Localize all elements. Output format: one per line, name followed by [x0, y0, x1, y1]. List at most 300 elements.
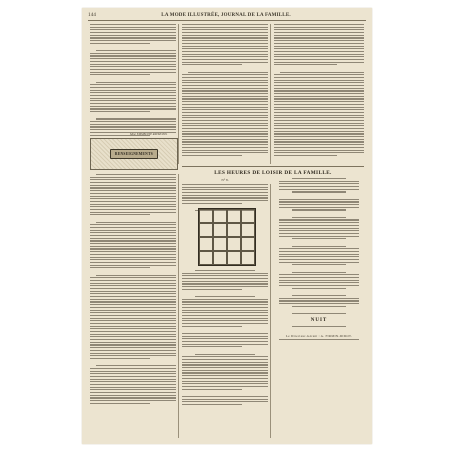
text-line — [279, 254, 358, 255]
text-line — [90, 387, 176, 388]
text-line — [182, 133, 268, 134]
text-line — [90, 106, 176, 107]
text-line — [195, 354, 255, 355]
text-line — [90, 108, 176, 109]
text-line — [90, 397, 176, 398]
text-line — [90, 328, 176, 329]
paragraph-gap — [90, 361, 176, 364]
header-rule — [88, 20, 366, 21]
text-line — [90, 326, 176, 327]
text-line — [182, 356, 268, 357]
text-line — [90, 27, 176, 28]
text-line — [292, 313, 346, 314]
text-line — [279, 251, 358, 252]
text-line — [280, 72, 364, 73]
text-line — [90, 224, 176, 225]
text-line — [90, 381, 176, 382]
text-line — [182, 273, 268, 274]
grid-cell — [213, 209, 227, 223]
text-line — [182, 136, 268, 137]
paragraph-gap — [90, 217, 176, 220]
text-line — [90, 312, 176, 313]
text-line — [90, 214, 150, 215]
text-line — [90, 230, 176, 231]
text-line — [90, 179, 176, 180]
text-line — [182, 341, 268, 342]
text-line — [90, 66, 176, 67]
text-line — [274, 74, 364, 75]
text-line — [90, 373, 176, 374]
text-line — [90, 344, 176, 345]
text-line — [279, 339, 358, 340]
text-line — [274, 117, 364, 118]
text-line — [90, 185, 176, 186]
text-line — [292, 295, 346, 296]
grid-cell — [227, 209, 241, 223]
puzzle-clues-text — [182, 270, 268, 405]
column-1-text — [90, 24, 176, 136]
text-line — [182, 310, 268, 311]
grid-cell — [227, 223, 241, 237]
text-line — [90, 280, 176, 281]
text-line — [274, 133, 364, 134]
text-line — [90, 55, 176, 56]
text-line — [90, 318, 176, 319]
text-line — [279, 230, 358, 231]
page-header — [88, 11, 366, 19]
grid-cell — [227, 251, 241, 265]
solution-column — [274, 178, 364, 340]
text-line — [90, 87, 176, 88]
text-line — [182, 144, 268, 145]
text-line — [182, 46, 268, 47]
puzzle-number: N° 8. — [221, 178, 229, 182]
text-line — [90, 371, 176, 372]
text-line — [182, 197, 268, 198]
text-line — [90, 342, 176, 343]
text-line — [182, 346, 242, 347]
text-line — [274, 80, 364, 81]
text-line — [90, 288, 176, 289]
text-line — [274, 35, 364, 36]
text-line — [279, 248, 358, 249]
text-line — [90, 129, 176, 130]
text-line — [182, 378, 268, 379]
text-line — [182, 187, 268, 188]
text-line — [274, 139, 364, 140]
text-line — [274, 29, 364, 30]
text-line — [274, 128, 364, 129]
text-line — [182, 120, 268, 121]
text-line — [96, 174, 176, 175]
text-line — [279, 201, 358, 202]
text-line — [182, 312, 268, 313]
text-line — [274, 93, 364, 94]
text-line — [90, 235, 176, 236]
text-line — [182, 396, 268, 397]
text-line — [182, 82, 268, 83]
text-line — [274, 32, 364, 33]
text-line — [274, 85, 364, 86]
text-line — [90, 347, 176, 348]
text-line — [182, 48, 268, 49]
text-line — [96, 222, 176, 223]
text-line — [279, 262, 358, 263]
text-line — [90, 103, 176, 104]
text-line — [90, 190, 176, 191]
text-line — [90, 72, 176, 73]
text-line — [292, 326, 346, 327]
text-line — [182, 315, 268, 316]
text-line — [90, 353, 176, 354]
text-line — [279, 225, 358, 226]
text-line — [182, 389, 242, 390]
text-line — [182, 115, 268, 116]
text-line — [182, 117, 268, 118]
text-line — [182, 88, 268, 89]
text-line — [90, 212, 176, 213]
text-line — [90, 246, 176, 247]
text-line — [182, 184, 268, 185]
text-line — [90, 248, 176, 249]
banner-label: RENSEIGNEMENTS — [110, 149, 158, 159]
text-line — [274, 147, 364, 148]
text-line — [274, 54, 364, 55]
text-line — [188, 72, 268, 73]
text-line — [90, 296, 176, 297]
text-line — [90, 400, 176, 401]
text-line — [90, 196, 176, 197]
text-line — [182, 40, 268, 41]
text-line — [292, 306, 346, 307]
text-line — [274, 96, 364, 97]
puzzle-grid — [198, 208, 256, 266]
text-line — [90, 320, 176, 321]
text-line — [90, 259, 176, 260]
illustrated-banner — [90, 138, 178, 170]
text-line — [279, 233, 358, 234]
text-line — [182, 80, 268, 81]
text-line — [182, 131, 268, 132]
text-line — [182, 370, 268, 371]
text-line — [182, 386, 268, 387]
text-line — [90, 53, 176, 54]
text-line — [274, 109, 364, 110]
text-line — [274, 43, 364, 44]
text-line — [182, 51, 268, 52]
text-line — [182, 275, 268, 276]
text-line — [90, 301, 176, 302]
text-line — [182, 381, 268, 382]
text-line — [90, 37, 176, 38]
text-line — [279, 228, 358, 229]
publisher-signature: Le Directeur-Gérant : A. FIRMIN-DIDOT. — [285, 333, 353, 338]
text-line — [182, 109, 268, 110]
text-line — [182, 77, 268, 78]
text-line — [274, 125, 364, 126]
text-line — [274, 59, 364, 60]
text-line — [182, 367, 268, 368]
text-line — [182, 307, 268, 308]
text-line — [90, 285, 176, 286]
text-line — [279, 199, 358, 200]
text-line — [182, 59, 268, 60]
text-line — [90, 43, 150, 44]
text-line — [182, 74, 268, 75]
text-line — [182, 333, 268, 334]
text-line — [279, 280, 358, 281]
text-line — [90, 310, 176, 311]
text-line — [274, 46, 364, 47]
text-line — [90, 238, 176, 239]
text-line — [182, 141, 268, 142]
text-line — [90, 58, 176, 59]
text-line — [274, 136, 364, 137]
text-line — [182, 336, 268, 337]
grid-cell — [213, 251, 227, 265]
text-line — [90, 35, 176, 36]
text-line — [90, 384, 176, 385]
text-line — [274, 56, 364, 57]
text-line — [96, 118, 176, 119]
text-line — [90, 283, 176, 284]
column-2-text — [182, 24, 268, 156]
text-line — [182, 401, 268, 402]
text-line — [90, 98, 176, 99]
text-line — [279, 277, 358, 278]
text-line — [90, 339, 176, 340]
text-line — [90, 84, 176, 85]
text-line — [182, 195, 268, 196]
text-line — [90, 265, 176, 266]
text-line — [195, 296, 255, 297]
text-line — [182, 35, 268, 36]
text-line — [292, 246, 346, 247]
text-line — [90, 111, 150, 112]
text-line — [182, 85, 268, 86]
text-line — [274, 77, 364, 78]
column-1-lower-text — [90, 174, 176, 404]
text-line — [90, 193, 176, 194]
section-rule — [182, 166, 364, 167]
text-line — [279, 256, 358, 257]
text-line — [182, 125, 268, 126]
text-line — [90, 257, 176, 258]
text-line — [96, 365, 176, 366]
text-line — [182, 289, 242, 290]
paragraph-gap — [90, 114, 176, 117]
text-line — [274, 120, 364, 121]
grid-cell — [213, 223, 227, 237]
solution-answer: NUIT — [310, 317, 328, 323]
text-line — [182, 281, 268, 282]
column-divider — [270, 24, 271, 164]
text-line — [90, 254, 176, 255]
text-line — [90, 24, 176, 25]
text-line — [182, 192, 268, 193]
text-line — [90, 389, 176, 390]
text-line — [90, 299, 176, 300]
text-line — [182, 101, 268, 102]
text-line — [279, 222, 358, 223]
text-line — [90, 32, 176, 33]
text-line — [182, 150, 268, 151]
text-line — [182, 399, 268, 400]
text-line — [274, 152, 364, 153]
text-line — [182, 107, 268, 108]
paragraph-gap — [274, 67, 364, 70]
text-line — [279, 219, 358, 220]
paragraph-gap — [90, 77, 176, 80]
text-line — [182, 104, 268, 105]
text-line — [279, 300, 358, 301]
text-line — [90, 100, 176, 101]
text-line — [182, 318, 268, 319]
text-line — [90, 177, 176, 178]
column-3-text — [274, 24, 364, 156]
text-line — [90, 331, 176, 332]
text-line — [274, 107, 364, 108]
text-line — [182, 96, 268, 97]
paragraph-gap — [182, 292, 268, 295]
text-line — [274, 144, 364, 145]
text-line — [274, 48, 364, 49]
text-line — [274, 64, 337, 65]
text-line — [182, 286, 268, 287]
text-line — [274, 123, 364, 124]
grid-cell — [213, 237, 227, 251]
text-line — [90, 198, 176, 199]
text-line — [182, 299, 268, 300]
text-line — [182, 64, 242, 65]
text-line — [182, 200, 268, 201]
text-line — [90, 124, 176, 125]
text-line — [90, 358, 150, 359]
text-line — [90, 291, 176, 292]
grid-cell — [227, 237, 241, 251]
text-line — [292, 178, 346, 179]
text-line — [182, 139, 268, 140]
text-line — [90, 29, 176, 30]
text-line — [90, 64, 176, 65]
text-line — [274, 27, 364, 28]
text-line — [292, 288, 346, 289]
text-line — [90, 232, 176, 233]
text-line — [182, 323, 268, 324]
text-line — [182, 43, 268, 44]
text-line — [90, 201, 176, 202]
text-line — [182, 32, 268, 33]
text-line — [274, 90, 364, 91]
text-line — [90, 90, 176, 91]
text-line — [279, 183, 358, 184]
paragraph-gap — [90, 270, 176, 273]
text-line — [90, 336, 176, 337]
column-divider — [270, 184, 271, 438]
text-line — [274, 98, 364, 99]
text-line — [182, 301, 268, 302]
text-line — [182, 278, 268, 279]
text-line — [274, 150, 364, 151]
grid-cell — [241, 237, 255, 251]
paragraph-gap — [182, 391, 268, 394]
text-line — [96, 275, 176, 276]
text-line — [90, 204, 176, 205]
text-line — [90, 240, 176, 241]
text-line — [274, 82, 364, 83]
text-line — [274, 141, 364, 142]
text-line — [182, 362, 268, 363]
text-line — [90, 267, 150, 268]
text-line — [279, 186, 358, 187]
text-line — [90, 277, 176, 278]
text-line — [292, 238, 346, 239]
text-line — [182, 344, 268, 345]
grid-cell — [241, 251, 255, 265]
text-line — [182, 27, 268, 28]
paragraph-gap — [90, 46, 176, 49]
text-line — [182, 54, 268, 55]
text-line — [274, 51, 364, 52]
text-line — [182, 383, 268, 384]
text-line — [182, 56, 268, 57]
text-line — [182, 320, 268, 321]
text-line — [90, 187, 176, 188]
text-line — [96, 50, 176, 51]
text-line — [90, 293, 176, 294]
text-line — [292, 264, 346, 265]
grid-cell — [199, 223, 213, 237]
grid-cell — [199, 209, 213, 223]
text-line — [279, 259, 358, 260]
text-line — [90, 262, 176, 263]
text-line — [182, 372, 268, 373]
text-line — [90, 323, 176, 324]
text-line — [90, 126, 176, 127]
text-line — [182, 123, 268, 124]
text-line — [182, 364, 268, 365]
column-divider — [178, 174, 179, 438]
text-line — [90, 95, 176, 96]
running-title: LA MODE ILLUSTRÉE, JOURNAL DE LA FAMILLE. — [161, 12, 291, 18]
text-line — [90, 243, 176, 244]
text-line — [279, 189, 358, 190]
text-line — [90, 350, 176, 351]
text-line — [292, 272, 346, 273]
text-line — [274, 37, 364, 38]
text-line — [90, 227, 176, 228]
article-signature: Mme EMMELINE RAYMOND. — [130, 132, 168, 136]
text-line — [90, 355, 176, 356]
text-line — [182, 326, 242, 327]
text-line — [182, 375, 268, 376]
text-line — [90, 182, 176, 183]
newspaper-page — [82, 8, 372, 444]
text-line — [279, 298, 358, 299]
text-line — [292, 191, 346, 192]
text-line — [274, 24, 364, 25]
text-line — [182, 283, 268, 284]
text-line — [182, 93, 268, 94]
text-line — [292, 217, 346, 218]
text-line — [182, 128, 268, 129]
text-line — [182, 155, 242, 156]
text-line — [292, 209, 346, 210]
text-line — [182, 338, 268, 339]
text-line — [182, 203, 242, 204]
text-line — [182, 189, 268, 190]
column-divider — [178, 24, 179, 164]
